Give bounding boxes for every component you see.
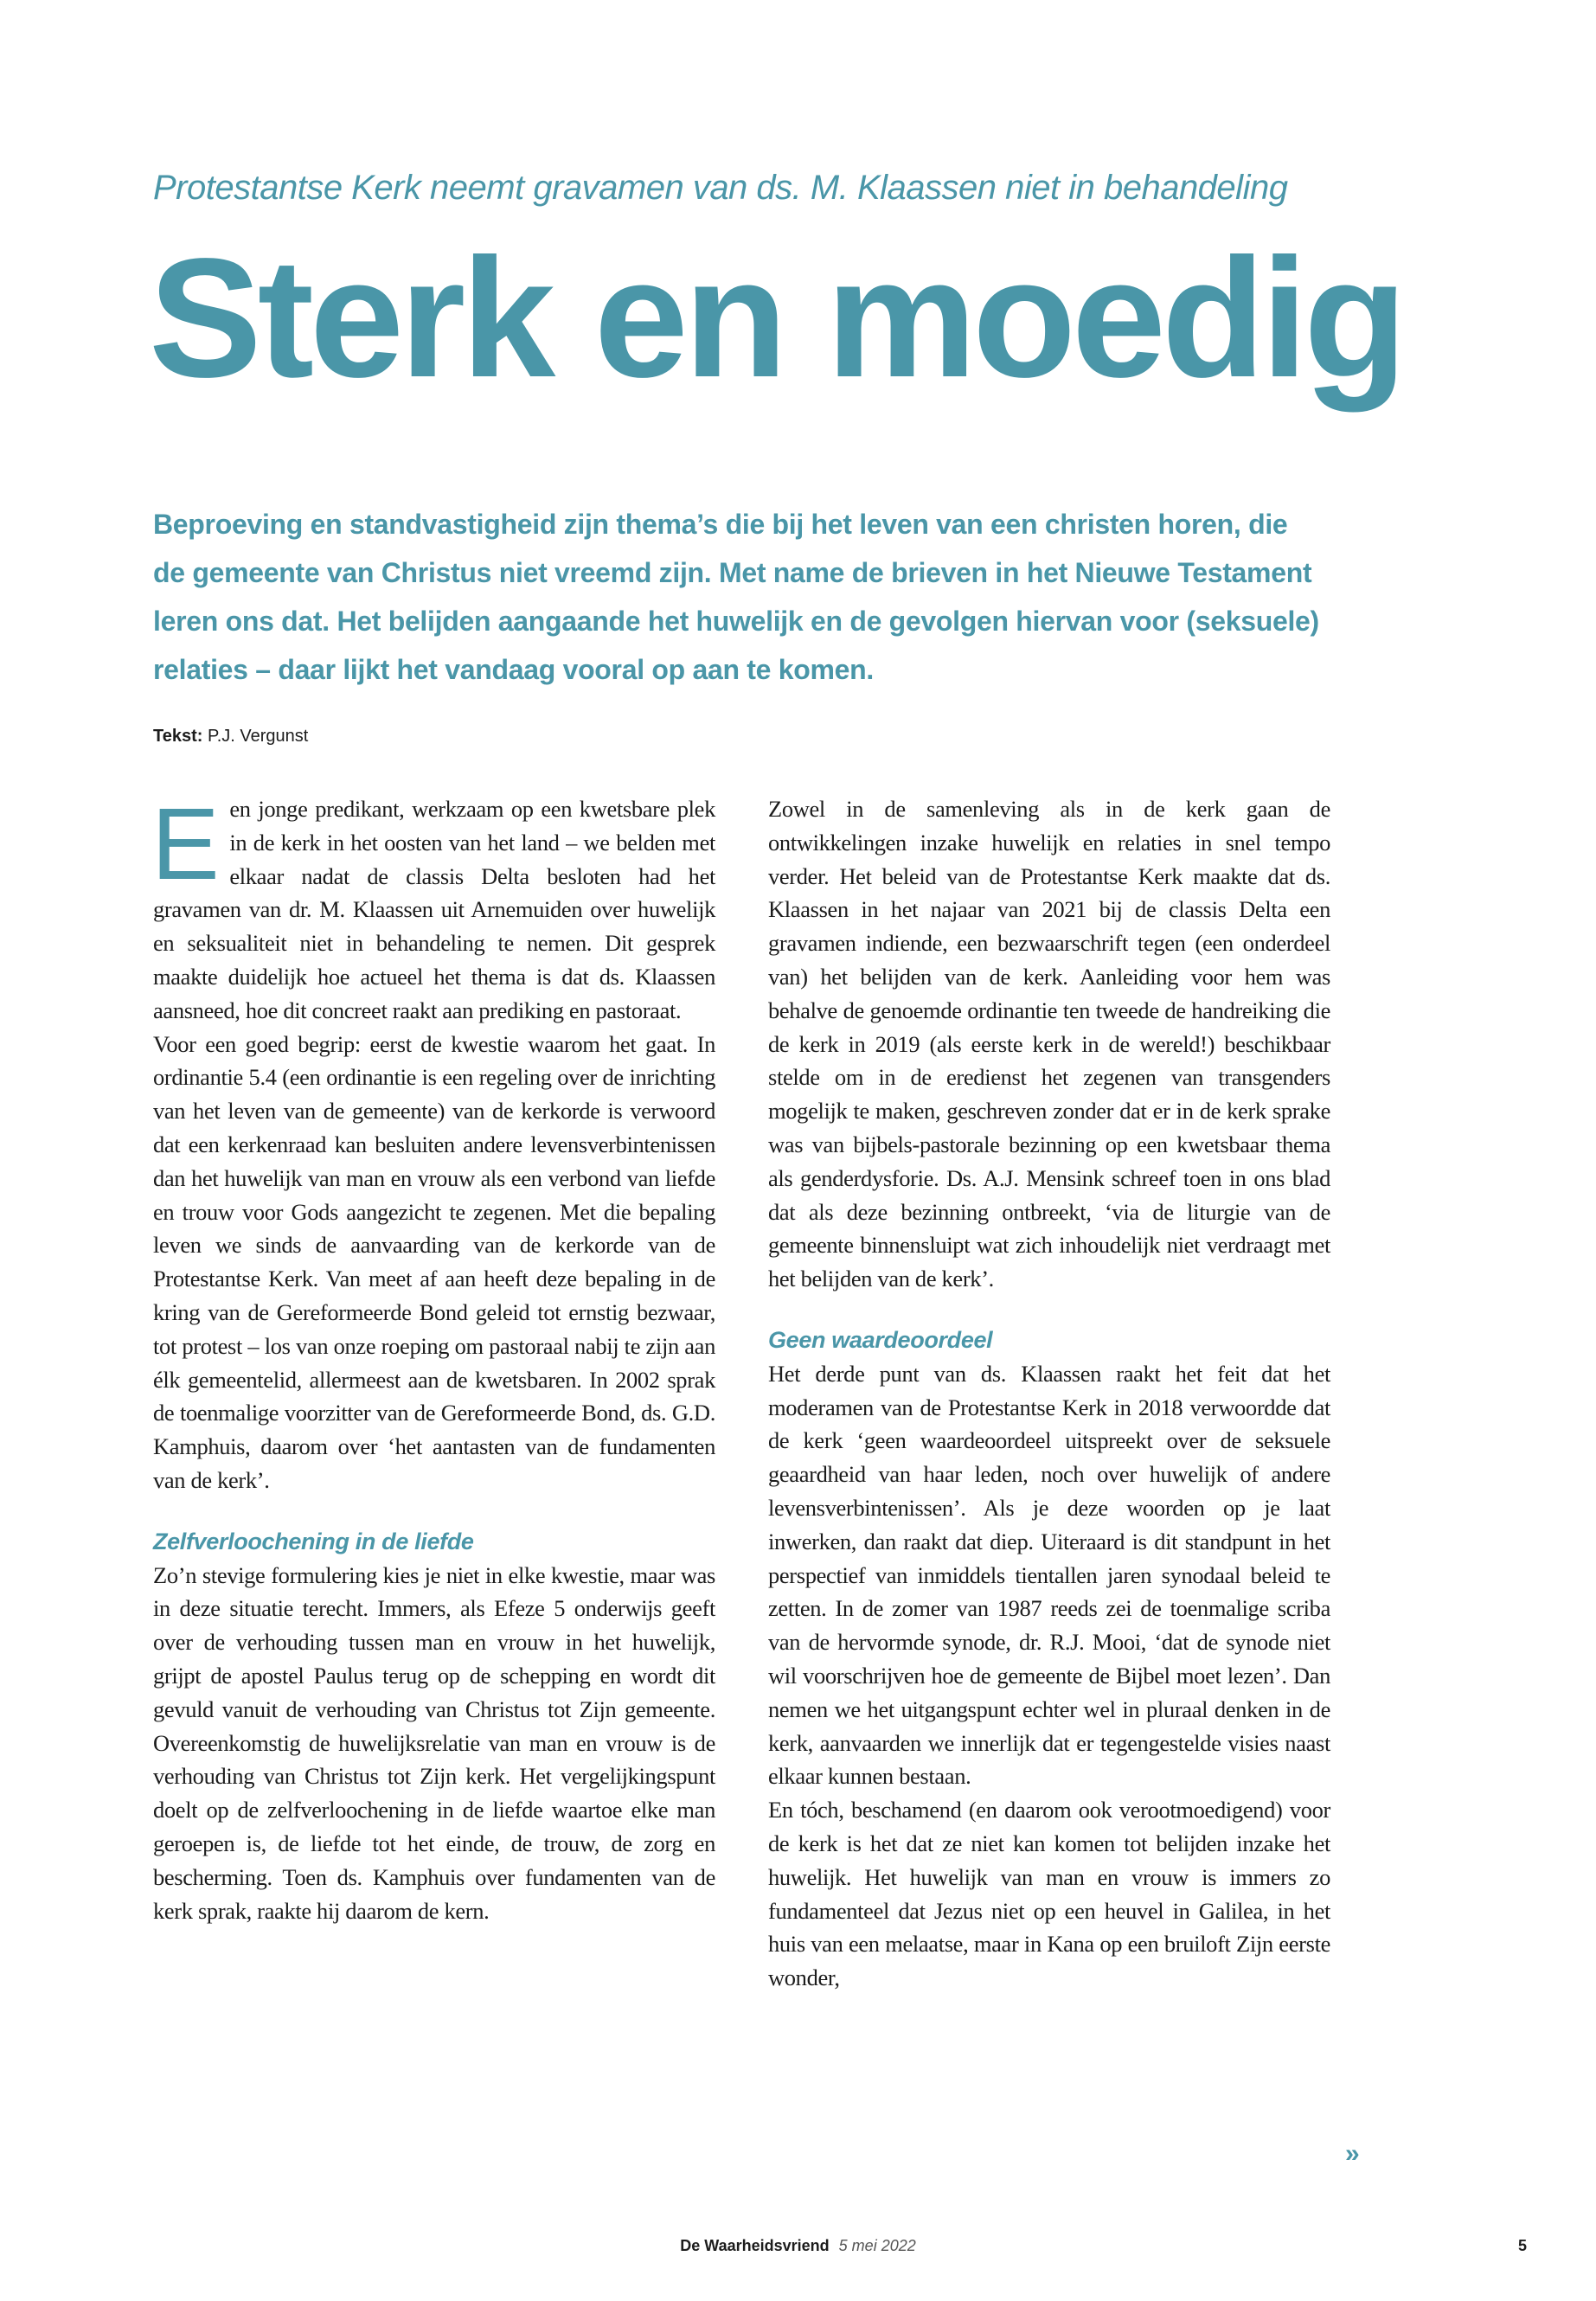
- paragraph: [151, 787, 715, 1028]
- article-lead: Beproeving en standvastigheid zijn thema’s die bij het leven van een christen horen, die de gemeente van Christus niet vreemd zijn. Met name de brieven in het Nieuwe Testament leren ons dat. Het belijden aangaande het huwelijk en de gevolgen hiervan voor (seksuele) relaties – daar lijkt het vandaag vooral op aan te komen.: [153, 509, 1319, 685]
- paragraph: Zowel in de samenleving als in de kerk gaan de ontwikkelingen inzake huwelijk en relaties in snel tempo verder. Het beleid van de Protestantse Kerk maakte dat ds. Klaassen in het najaar van 2021 bij de classis Delta een gravamen indiende, een bezwaarschrift tegen (een onderdeel van) het belijden van de kerk. Aanleiding voor hem was behalve de genoemde ordinantie ten tweede de handreiking die de kerk in 2019 (als eerste kerk in de wereld!) beschikbaar stelde om in de eredienst het zegenen van transgenders mogelijk te maken, geschreven zonder dat er in de kerk sprake was van bijbels-pastorale bezinning op een kwetsbaar thema als genderdysforie. Ds. A.J. Mensink schreef toen in ons blad dat als deze bezinning ontbreekt, ‘via de liturgie van de gemeente binnensluipt wat zich inhoudelijk niet verdraagt met het belijden van de kerk’.: [768, 796, 1330, 1292]
- paragraph: Het derde punt van ds. Klaassen raakt het feit dat het moderamen van de Protestantse Kerk in 2018 verwoordde dat de kerk ‘geen waardeoordeel uitspreekt over de seksuele geaardheid van haar leden, noch over huwelijk of andere levensverbintenissen’. Als je deze woorden op je laat inwerken, dan raakt dat diep. Uiteraard is dit standpunt in het perspectief van inmiddels tientallen jaren synodaal beleid te zetten. In de zomer van 1987 reeds zei de toenmalige scriba van de hervormde synode, dr. R.J. Mooi, ‘dat de synode niet wil voorschrijven hoe de gemeente de Bijbel moet lezen’. Dan nemen we het uitgangspunt echter wel in pluraal denken in de kerk, aanvaarden we innerlijk dat er tegengestelde visies naast elkaar kunnen bestaan.: [768, 1360, 1330, 1790]
- paragraph-text: en jonge predikant, werkzaam op een kwetsbare plek in de kerk in het oosten van het land – we belden met elkaar nadat de classis Delta besloten had het gravamen van dr. M. Klaassen uit Arnemuiden over huwelijk en seksualiteit niet in behandeling te nemen. Dit gesprek maakte duidelijk hoe actueel het thema is dat ds. Klaassen aansneed, hoe dit concreet raakt aan prediking en pastoraat.: [153, 796, 715, 1023]
- byline-author: P.J. Vergunst: [207, 727, 309, 746]
- article-title: Sterk en moedig: [149, 223, 1403, 413]
- article-kicker: Protestantse Kerk neemt gravamen van ds. M. Klaassen niet in behandeling: [153, 169, 1288, 207]
- page-number: 5: [1518, 2237, 1528, 2254]
- drop-cap: E: [151, 787, 220, 901]
- section-subhead: Zelfverloochening in de liefde: [153, 1528, 474, 1554]
- paragraph: En tóch, beschamend (en daarom ook verootmoedigend) voor de kerk is het dat ze niet kan komen tot belijden inzake het huwelijk. Het huwelijk van man en vrouw is immers zo fundamenteel dat Jezus niet op een heuvel in Galilea, in het huis van een melaatse, maar in Kana op een bruiloft Zijn eerste wonder,: [768, 1797, 1330, 1991]
- issue-date: 5 mei 2022: [838, 2237, 916, 2254]
- publication-name: De Waarheidsvriend: [680, 2237, 830, 2254]
- byline: [153, 727, 308, 747]
- right-column: [768, 792, 1330, 1995]
- continue-arrow-icon: »: [1345, 2139, 1360, 2168]
- paragraph: Zo’n stevige formulering kies je niet in elke kwestie, maar was in deze situatie terecht. Immers, als Efeze 5 onderwijs geeft over de verhouding tussen man en vrouw in het huwelijk, grijpt de apostel Paulus terug op de schepping en wordt dit gevuld vanuit de verhouding van Christus tot Zijn gemeente. Overeenkomstig de huwelijksrelatie van man en vrouw is de verhouding van Christus tot Zijn kerk. Het vergelijkingspunt doelt op de zelfverloochening in de liefde waartoe elke man geroepen is, de liefde tot het einde, de trouw, de zorg en bescherming. Toen ds. Kamphuis over fundamenten van de kerk sprak, raakte hij daarom de kern.: [153, 1561, 715, 1924]
- page-footer: [0, 2237, 1596, 2255]
- byline-label: Tekst:: [153, 727, 203, 746]
- paragraph: Voor een goed begrip: eerst de kwestie waarom het gaat. In ordinantie 5.4 (een ordinantie is een regeling over de inrichting van het leven van de gemeente) van de kerkorde is verwoord dat een kerkenraad kan besluiten andere levensverbintenissen dan het huwelijk van man en vrouw als een verbond van liefde en trouw voor Gods aangezicht te zegenen. Met die bepaling leven we sinds de aanvaarding van de kerkorde van de Protestantse Kerk. Van meet af aan heeft deze bepaling in de kring van de Gereformeerde Bond geleid tot ernstig bezwaar, tot protest – los van onze roeping om pastoraal nabij te zijn aan élk gemeentelid, allermeest aan de kwetsbaren. In 2002 sprak de toenmalige voorzitter van de Gereformeerde Bond, ds. G.D. Kamphuis, daarom over ‘het aantasten van de fundamenten van de kerk’.: [153, 1030, 715, 1493]
- section-subhead: Geen waardeoordeel: [768, 1326, 993, 1353]
- left-column: [151, 787, 715, 1927]
